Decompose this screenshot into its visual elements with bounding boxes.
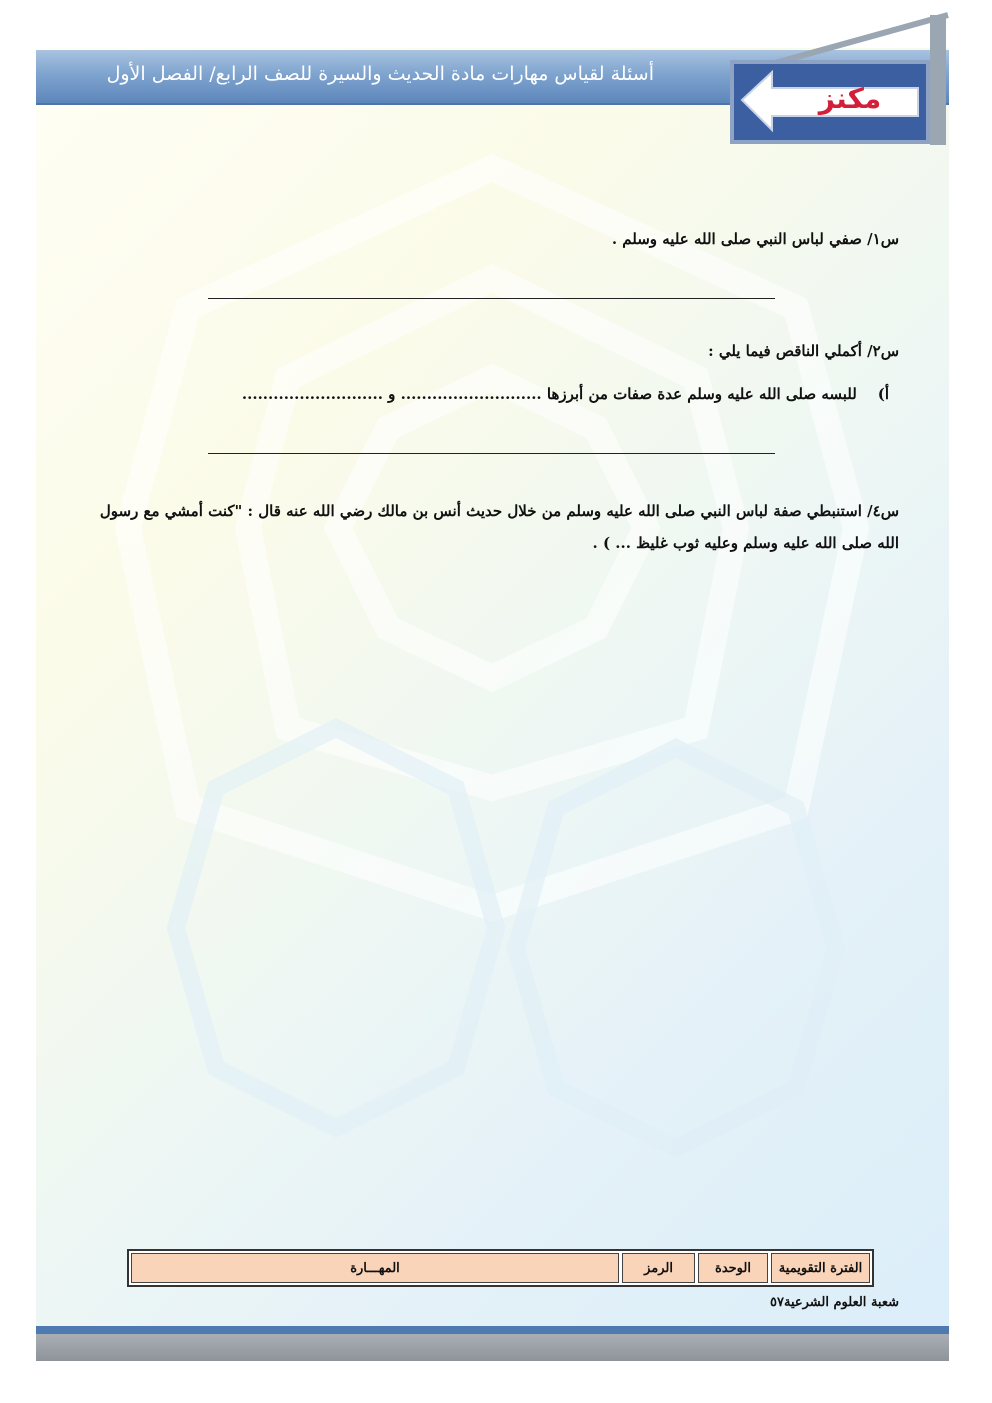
conjunction: و [388, 385, 396, 403]
question-4-text-line-2: الله صلى الله عليه وسلم وعليه ثوب غليظ ... ) . [592, 534, 899, 552]
question-4-line-1 [79, 495, 899, 527]
answer-line-1[interactable] [208, 298, 775, 299]
item-text: للبسه صلى الله عليه وسلم عدة صفات من أبرزها [546, 385, 857, 403]
table-header-unit: الوحدة [698, 1253, 768, 1283]
blank-1[interactable]: ........................... [400, 385, 542, 403]
question-2-item-a [79, 385, 899, 403]
bottom-bar-blue [36, 1326, 949, 1334]
sign-label: مكنز [818, 82, 882, 115]
answer-line-2[interactable] [208, 453, 775, 454]
question-2 [79, 342, 899, 360]
question-4 [79, 495, 899, 559]
table-header-code: الرمز [622, 1253, 695, 1283]
table-header-skill: المهـــارة [131, 1253, 619, 1283]
question-2-text: أكملي الناقص فيما يلي : [708, 342, 862, 360]
skills-table [127, 1249, 874, 1287]
item-letter: أ) [877, 385, 889, 403]
bottom-bar-gray [36, 1334, 949, 1361]
question-2-number: س٢/ [867, 342, 899, 360]
maknaz-arrow-sign-icon [720, 10, 955, 150]
footer-department: شعبة العلوم الشرعية٥٧ [770, 1295, 899, 1310]
blank-2[interactable]: ........................... [241, 385, 383, 403]
question-1-number: س١/ [867, 230, 899, 248]
question-4-text-line-1: استنبطي صفة لباس النبي صلى الله عليه وسلم من خلال حديث أنس بن مالك رضي الله عنه قال : "كنت أمشي مع رسول [99, 502, 862, 520]
page-title: أسئلة لقياس مهارات مادة الحديث والسيرة للصف الرابع/ الفصل الأول [106, 63, 654, 85]
question-1-text: صفي لباس النبي صلى الله عليه وسلم . [611, 230, 862, 248]
question-1 [79, 230, 899, 248]
table-header-assessment-period: الفترة التقويمية [771, 1253, 870, 1283]
question-4-number: س٤/ [867, 502, 899, 520]
